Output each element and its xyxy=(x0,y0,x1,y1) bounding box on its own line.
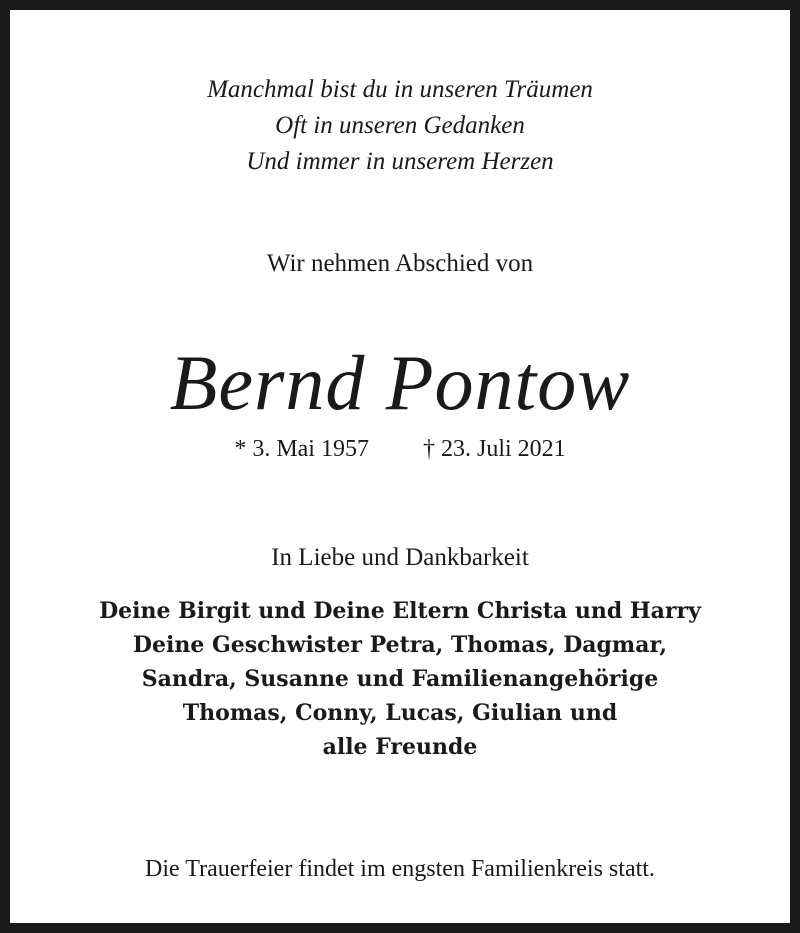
farewell-intro: Wir nehmen Abschied von xyxy=(266,250,534,277)
death-date: † 23. Juli 2021 xyxy=(422,436,566,462)
mourners-line-1: Deine Birgit und Deine Eltern Christa und Harry xyxy=(99,598,701,624)
birth-date: * 3. Mai 1957 xyxy=(234,436,369,462)
deceased-name: Bernd Pontow xyxy=(169,339,631,426)
obituary-notice xyxy=(20,20,780,913)
life-dates xyxy=(20,436,780,463)
mourners-line-3: Sandra, Susanne und Familienangehörige xyxy=(141,666,659,692)
verse-line-3: Und immer in unserem Herzen xyxy=(246,148,554,175)
verse-line-2: Oft in unseren Gedanken xyxy=(275,112,525,139)
funeral-note: Die Trauerfeier findet im engsten Familienkreis statt. xyxy=(145,856,655,882)
dedication: In Liebe und Dankbarkeit xyxy=(271,544,529,571)
verse-line-1: Manchmal bist du in unseren Träumen xyxy=(207,76,593,103)
verse-block xyxy=(20,72,780,180)
mourners-block xyxy=(20,594,780,764)
mourners-line-5: alle Freunde xyxy=(322,734,478,760)
mourners-line-2: Deine Geschwister Petra, Thomas, Dagmar, xyxy=(132,632,668,658)
mourners-line-4: Thomas, Conny, Lucas, Giulian und xyxy=(182,700,618,726)
